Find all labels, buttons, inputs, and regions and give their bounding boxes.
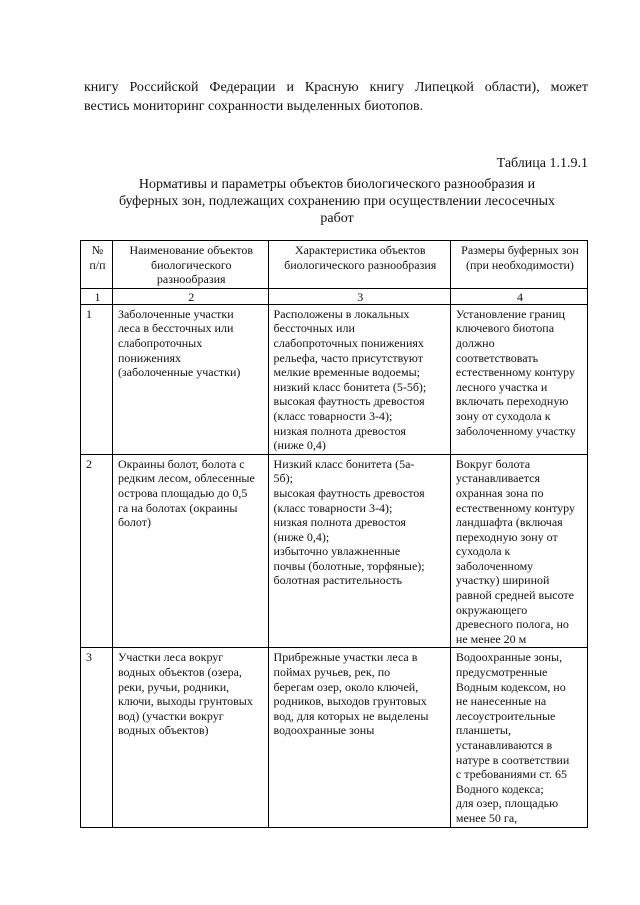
row-number: 3: [81, 648, 113, 827]
cell-line: берегам озер, около ключей,: [273, 679, 419, 694]
table-title-line: Нормативы и параметры объектов биологического разнообразия и: [138, 177, 536, 192]
object-name-cell: [112, 454, 268, 648]
cell-line: устанавливается: [455, 471, 541, 486]
cell-line: переходную зону от: [455, 529, 558, 544]
cell-line: слабопроточных: [117, 335, 203, 350]
norms-table: [80, 240, 588, 828]
cell-line: редким лесом, облесенные: [117, 471, 255, 486]
cell-line: Вокруг болота: [455, 456, 531, 471]
cell-line: леса в бессточных или: [117, 321, 234, 336]
cell-line: избыточно увлажненные: [273, 544, 401, 559]
buffer-size-cell: [450, 304, 587, 454]
cell-line: не нанесенные на: [455, 694, 547, 709]
cell-line: планшеты,: [455, 723, 511, 738]
cell-line: низкая полнота древостоя: [273, 423, 406, 438]
cell-line: почвы (болотные, торфяные);: [273, 558, 425, 573]
intro-paragraph: [84, 78, 588, 116]
table-number: Таблица 1.1.9.1: [496, 156, 588, 171]
cell-line: острова площадью до 0,5: [117, 485, 248, 500]
table-row: [81, 304, 588, 454]
cell-line: вод, для которых не выделены: [273, 708, 429, 723]
cell-line: древесного полога, но: [455, 617, 569, 632]
characteristic-cell: [268, 648, 450, 827]
cell-line: низкий класс бонитета (5-5б);: [273, 379, 427, 394]
cell-line: устанавливаются в: [455, 738, 553, 752]
cell-line: низкая полнота древостоя: [273, 515, 406, 530]
cell-line: включать переходную: [455, 394, 569, 409]
cell-line: ключевого биотопа: [455, 321, 555, 336]
cell-line: Прибрежные участки леса в: [273, 650, 418, 665]
cell-line: водных объектов (озера,: [117, 665, 242, 680]
characteristic-cell: [268, 304, 450, 454]
cell-line: ландшафта (включая: [455, 515, 563, 530]
cell-line: Установление границ: [455, 306, 565, 321]
characteristic-cell: [268, 454, 450, 648]
cell-line: Водного кодекса;: [455, 781, 544, 796]
table-row: [81, 648, 588, 827]
cell-line: высокая фаутность древостоя: [273, 394, 425, 409]
cell-line: с требованиями ст. 65: [455, 767, 567, 782]
cell-line: Расположены в локальных: [273, 306, 410, 321]
cell-line: участку) шириной: [455, 573, 550, 588]
cell-line: должно: [455, 335, 495, 350]
cell-line: ключи, выходы грунтовых: [117, 694, 253, 709]
cell-line: суходола к: [455, 544, 511, 559]
table-title: [95, 176, 579, 227]
buffer-size-cell: [450, 454, 587, 648]
cell-line: слабопроточных понижениях: [273, 335, 424, 350]
cell-line: Водным кодексом, но: [455, 679, 566, 694]
cell-line: Участки леса вокруг: [117, 650, 224, 665]
cell-line: га на болотах (окраины: [117, 500, 238, 515]
row-number: 1: [81, 304, 113, 454]
table-title-line: буферных зон, подлежащих сохранению при осуществлении лесосечных: [118, 194, 556, 209]
buffer-size-cell: [450, 648, 587, 827]
cell-line: рельефа, часто присутствуют: [273, 350, 423, 365]
cell-line: естественному контуру: [455, 365, 576, 380]
cell-line: предусмотренные: [455, 665, 548, 680]
column-number: 3: [268, 288, 450, 304]
cell-line: не менее 20 м: [455, 631, 527, 646]
cell-line: для озер, площадью: [455, 796, 559, 811]
cell-line: вод) (участки вокруг: [117, 708, 224, 723]
cell-line: заболоченному участку: [455, 423, 576, 438]
cell-line: реки, ручьи, родники,: [117, 679, 230, 694]
cell-line: соответствовать: [455, 350, 539, 365]
cell-line: (заболоченные участки): [117, 365, 241, 380]
object-name-cell: [112, 304, 268, 454]
cell-line: высокая фаутность древостоя: [273, 485, 425, 500]
header-object-name: Наименование объектов биологического разнообразия: [112, 241, 268, 289]
intro-line: вестись мониторинг сохранности выделенных биотопов.: [84, 99, 424, 114]
cell-line: водоохранные зоны: [273, 723, 375, 738]
cell-line: зону от суходола к: [455, 408, 551, 423]
table-row: [81, 454, 588, 648]
column-number: 2: [112, 288, 268, 304]
column-number: 4: [450, 288, 587, 304]
cell-line: окружающего: [455, 602, 528, 617]
cell-line: водных объектов): [117, 723, 209, 738]
cell-line: Заболоченные участки: [117, 306, 234, 321]
row-number: 2: [81, 454, 113, 648]
column-number-row: [81, 288, 588, 304]
cell-line: поймах ручьев, рек, по: [273, 665, 391, 680]
cell-line: лесного участка и: [455, 379, 548, 394]
cell-line: (ниже 0,4);: [273, 529, 330, 544]
header-buffer-size: Размеры буферных зон (при необходимости): [450, 241, 587, 289]
cell-line: Окраины болот, болота с: [117, 456, 245, 471]
cell-line: заболоченному: [455, 558, 534, 573]
cell-line: (класс товарности 3-4);: [273, 500, 393, 515]
cell-line: менее 50 га,: [455, 810, 518, 825]
cell-line: естественному контуру: [455, 500, 576, 515]
cell-line: натуре в соответствии: [455, 752, 570, 767]
object-name-cell: [112, 648, 268, 827]
cell-line: (класс товарности 3-4);: [273, 408, 393, 423]
cell-line: болотная растительность: [273, 573, 402, 588]
header-number: № п/п: [81, 241, 113, 289]
header-characteristic: Характеристика объектов биологического разнообразия: [268, 241, 450, 289]
table-body: [81, 304, 588, 827]
cell-line: Низкий класс бонитета (5а-: [273, 456, 415, 471]
intro-line: книгу Российской Федерации и Красную книгу Липецкой области), может: [84, 80, 588, 95]
cell-line: болот): [117, 515, 151, 530]
cell-line: Водоохранные зоны,: [455, 650, 563, 665]
column-number: 1: [81, 288, 113, 304]
cell-line: мелкие временные водоемы;: [273, 365, 420, 380]
cell-line: понижениях: [117, 350, 182, 365]
cell-line: лесоустроительные: [455, 708, 556, 723]
cell-line: родников, выходов грунтовых: [273, 694, 427, 709]
cell-line: охранная зона по: [455, 485, 544, 500]
table-title-line: работ: [320, 211, 354, 226]
cell-line: бессточных или: [273, 321, 355, 336]
cell-line: (ниже 0,4): [273, 438, 326, 453]
cell-line: равной средней высоте: [455, 588, 574, 603]
cell-line: 5б);: [273, 471, 293, 486]
table-header-row: [81, 241, 588, 289]
